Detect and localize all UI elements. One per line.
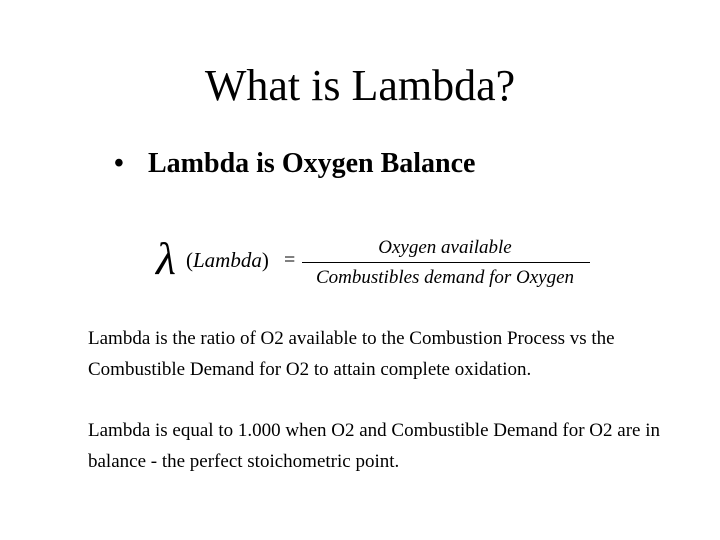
fraction-numerator: Oxygen available — [378, 237, 512, 258]
definition-paragraph: Lambda is the ratio of O2 available to the Combustion Process vs the Combustible Demand for O2 to attain complete oxidation. — [88, 328, 615, 380]
fraction-bar — [302, 262, 590, 263]
lambda-equation — [150, 232, 600, 294]
bullet-marker: • — [114, 148, 124, 179]
lambda-name-label — [186, 246, 269, 274]
fraction-denominator: Combustibles demand for Oxygen — [315, 267, 575, 288]
lambda-name: Lambda — [193, 248, 262, 272]
lambda-symbol: λ — [156, 233, 176, 284]
close-paren: ) — [261, 248, 269, 272]
slide-title: What is Lambda? — [204, 61, 516, 110]
open-paren: ( — [186, 248, 193, 272]
equals-sign: = — [284, 249, 296, 271]
bullet-text: Lambda is Oxygen Balance — [148, 148, 476, 179]
balance-paragraph: Lambda is equal to 1.000 when O2 and Combustible Demand for O2 are in balance - the perfect stoichometric point. — [88, 420, 660, 472]
bullet-item — [114, 144, 475, 184]
